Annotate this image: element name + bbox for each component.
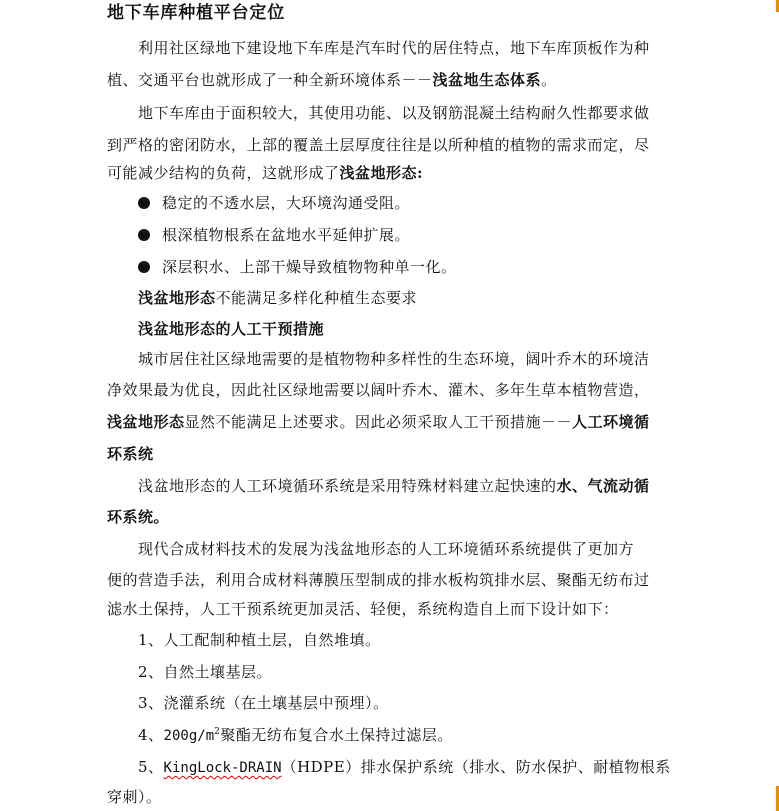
paragraph-line: 穿刺）。 <box>107 788 162 806</box>
bold-term: 人工环境循 <box>572 413 650 431</box>
paragraph-line <box>107 69 557 91</box>
bullet-item <box>138 192 410 214</box>
superscript: 2 <box>214 727 221 737</box>
paragraph-line: 滤水土保持，人工干预系统更加灵活、轻便，系统构造自上而下设计如下： <box>107 600 619 618</box>
bold-term: 浅盆地形态 <box>107 413 185 431</box>
unit-text: 200g/m <box>163 728 215 744</box>
list-item <box>138 724 453 747</box>
paragraph-line: 便的营造手法，利用合成材料薄膜压型制成的排水板构筑排水层、聚酯无纺布过 <box>107 571 650 589</box>
bold-term: 水、气流动循 <box>556 477 650 495</box>
bullet-icon <box>138 261 150 273</box>
text-run: 浅盆地形态的人工环境循环系统是采用特殊材料建立起快速的 <box>138 477 557 495</box>
bullet-item <box>138 224 410 246</box>
bold-term: 浅盆地生态体系 <box>432 71 542 89</box>
text-run: 植、交通平台也就形成了一种全新环境体系－－ <box>107 71 433 89</box>
text-run: 可能减少结构的负荷，这就形成了 <box>107 164 340 182</box>
bullet-icon <box>138 229 150 241</box>
list-item: 3、浇灌系统（在土壤基层中预埋）。 <box>138 694 389 712</box>
text-run: （HDPE）排水保护系统（排水、防水保护、耐植物根系 <box>281 758 671 776</box>
paragraph-line: 到严格的密闭防水，上部的覆盖土层厚度往往是以所种植的植物的需求而定，尽 <box>107 136 650 154</box>
paragraph-line <box>107 162 423 184</box>
paragraph-line: 环系统 <box>107 445 154 463</box>
paragraph-line <box>138 287 417 309</box>
list-item <box>138 756 671 779</box>
paragraph-line <box>138 475 650 497</box>
bullet-item <box>138 256 457 278</box>
paragraph-line <box>107 411 650 433</box>
text-run: 5、 <box>138 758 164 776</box>
text-run: 。 <box>541 71 557 89</box>
paragraph-line: 地下车库由于面积较大，其使用功能、以及钢筋混凝土结构耐久性都要求做 <box>138 104 650 122</box>
list-item: 1、人工配制种植土层，自然堆填。 <box>138 631 381 649</box>
section-subheading: 浅盆地形态的人工干预措施 <box>138 320 325 338</box>
bullet-icon <box>138 197 150 209</box>
paragraph-line: 城市居住社区绿地需要的是植物物种多样性的生态环境，阔叶乔木的环境洁 <box>138 350 650 368</box>
text-run: 显然不能满足上述要求。因此必须采取人工干预措施－－ <box>184 413 573 431</box>
document-title: 地下车库种植平台定位 <box>107 3 285 23</box>
product-name: KingLock-DRAIN <box>163 760 282 776</box>
list-item: 2、自然土壤基层。 <box>138 663 273 681</box>
paragraph-line: 利用社区绿地下建设地下车库是汽车时代的居住特点，地下车库顶板作为种 <box>138 39 650 57</box>
paragraph-line: 净效果最为优良，因此社区绿地需要以阔叶乔木、灌木、多年生草本植物营造， <box>107 381 650 399</box>
bullet-text: 深层积水、上部干燥导致植物物种单一化。 <box>162 258 457 276</box>
bold-term: 浅盆地形态: <box>339 164 424 182</box>
bullet-text: 根深植物根系在盆地水平延伸扩展。 <box>162 226 411 244</box>
paragraph-line: 现代合成材料技术的发展为浅盆地形态的人工环境循环系统提供了更加方 <box>138 540 635 558</box>
paragraph-line: 环系统。 <box>107 508 170 526</box>
bold-term: 浅盆地形态 <box>138 289 216 307</box>
text-run: 不能满足多样化种植生态要求 <box>215 289 418 307</box>
bullet-text: 稳定的不透水层，大环境沟通受阻。 <box>162 194 411 212</box>
text-run: 4、 <box>138 726 164 744</box>
text-run: 聚酯无纺布复合水土保持过滤层。 <box>220 726 453 744</box>
